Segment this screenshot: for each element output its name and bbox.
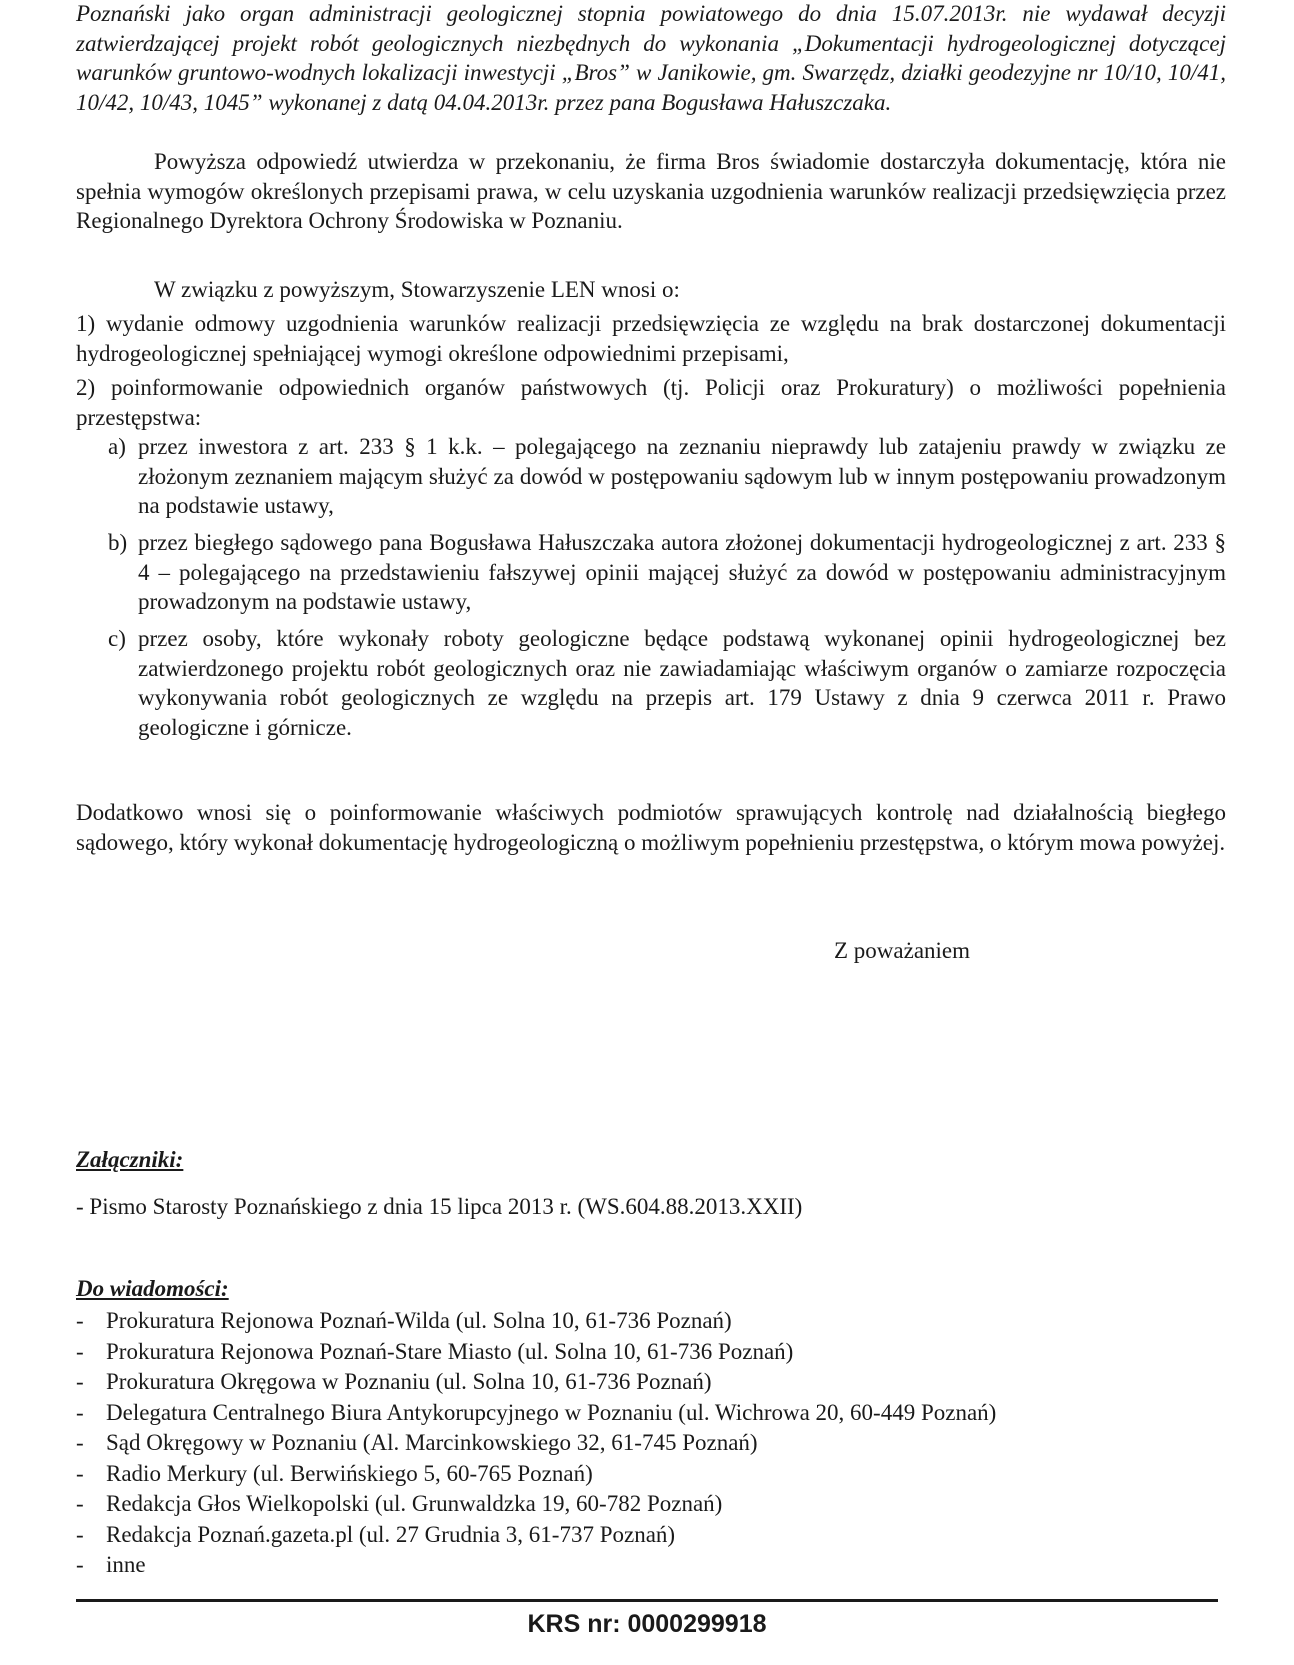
list-dash: -: [76, 1308, 84, 1333]
cc-recipient: inne: [106, 1552, 146, 1577]
cc-recipient: Prokuratura Okręgowa w Poznaniu (ul. Solna 10, 61-736 Poznań): [106, 1369, 712, 1394]
conviction-paragraph: Powyższa odpowiedź utwierdza w przekonaniu, że firma Bros świadomie dostarczyła dokumentację, która nie spełnia wymogów określonych przepisami prawa, w celu uzyskania uzgodnienia warunków realizacji przedsięwzięcia przez Regionalnego Dyrektora Ochrony Środowiska w Poznaniu.: [76, 149, 1226, 233]
list-item: [76, 1337, 1226, 1368]
list-dash: -: [76, 1491, 84, 1516]
request-item-1: 1) wydanie odmowy uzgodnienia warunków realizacji przedsięwzięcia ze względu na brak dostarczonej dokumentacji hydrogeologicznej spełniającej wymogi określone odpowiednimi przepisami,: [76, 311, 1226, 366]
list-item: [76, 1520, 1226, 1551]
cc-list: [76, 1306, 1226, 1581]
cc-recipient: Delegatura Centralnego Biura Antykorupcyjnego w Poznaniu (ul. Wichrowa 20, 60-449 Poznań): [106, 1399, 997, 1425]
list-item: [76, 1489, 1226, 1520]
list-item: [76, 1367, 1226, 1398]
closing-salutation: Z poważaniem: [834, 938, 971, 963]
list-item: [76, 1398, 1226, 1429]
sub-item-text: przez osoby, które wykonały roboty geologiczne będące podstawą wykonanej opinii hydrogeologicznej bez zatwierdzonego projektu robót geologicznych oraz nie zawiadamiając właściwym organów o zamiarze rozpoczęcia wykonywania robót geologicznych ze względu na przepis art. 179 Ustawy z dnia 9 czerwca 2011 r. Prawo geologiczne i górnicze.: [138, 626, 1226, 740]
footer-krs-number: KRS nr: 0000299918: [527, 1610, 767, 1638]
request-intro-paragraph: W związku z powyższym, Stowarzyszenie LEN wnosi o:: [154, 277, 680, 302]
cc-recipient: Prokuratura Rejonowa Poznań-Stare Miasto (ul. Solna 10, 61-736 Poznań): [106, 1338, 794, 1364]
cc-heading: Do wiadomości:: [76, 1276, 229, 1301]
intro-paragraph: Poznański jako organ administracji geologicznej stopnia powiatowego do dnia 15.07.2013r. nie wydawał decyzji zatwierdzającej projekt robót geologicznych niezbędnych do wykonania „Dokumentacji hydrogeologicznej dotyczącej warunków gruntowo-wodnych lokalizacji inwestycji „Bros” w Janikowie, gm. Swarzędz, działki geodezyjne nr 10/10, 10/41, 10/42, 10/43, 1045” wykonanej z datą 04.04.2013r. przez pana Bogusława Hałuszczaka.: [76, 1, 1226, 115]
attachment-item: - Pismo Starosty Poznańskiego z dnia 15 lipca 2013 r. (WS.604.88.2013.XXII): [76, 1194, 803, 1219]
list-item: [76, 1550, 1226, 1581]
sub-item-text: przez biegłego sądowego pana Bogusława Hałuszczaka autora złożonej dokumentacji hydrogeologicznej z art. 233 § 4 – polegającego na przedstawieniu fałszywej opinii mającej służyć za dowód w postępowaniu administracyjnym prowadzonym na podstawie ustawy,: [138, 530, 1226, 614]
list-dash: -: [76, 1338, 84, 1364]
list-dash: -: [76, 1552, 84, 1577]
list-dash: -: [76, 1399, 84, 1425]
list-item: [76, 1459, 1226, 1490]
request-item-2: 2) poinformowanie odpowiednich organów państwowych (tj. Policji oraz Prokuratury) o możliwości popełnienia przestępstwa:: [76, 375, 1226, 430]
sub-item-c: [108, 624, 1226, 742]
list-dash: -: [76, 1460, 84, 1486]
list-dash: -: [76, 1369, 84, 1394]
sub-item-marker: b): [108, 530, 128, 555]
list-dash: -: [76, 1521, 84, 1547]
cc-recipient: Redakcja Poznań.gazeta.pl (ul. 27 Grudnia 3, 61-737 Poznań): [106, 1521, 676, 1547]
sub-item-marker: c): [108, 626, 126, 651]
cc-recipient: Radio Merkury (ul. Berwińskiego 5, 60-765 Poznań): [106, 1460, 593, 1486]
list-item: [76, 1428, 1226, 1459]
sub-item-marker: a): [108, 434, 126, 459]
list-item: [76, 1306, 1226, 1337]
additional-paragraph: Dodatkowo wnosi się o poinformowanie właściwych podmiotów sprawujących kontrolę nad działalnością biegłego sądowego, który wykonał dokumentację hydrogeologiczną o możliwym popełnieniu przestępstwa, o którym mowa powyżej.: [76, 800, 1226, 855]
attachments-heading: Załączniki:: [76, 1147, 184, 1172]
cc-recipient: Sąd Okręgowy w Poznaniu (Al. Marcinkowskiego 32, 61-745 Poznań): [106, 1430, 758, 1455]
cc-recipient: Redakcja Głos Wielkopolski (ul. Grunwaldzka 19, 60-782 Poznań): [106, 1491, 723, 1516]
footer-divider: [76, 1599, 1218, 1602]
sub-item-b: [108, 528, 1226, 617]
sub-item-text: przez inwestora z art. 233 § 1 k.k. – polegającego na zeznaniu nieprawdy lub zatajeniu prawdy w związku ze złożonym zeznaniem mającym służyć za dowód w postępowaniu sądowym lub w innym postępowaniu prowadzonym na podstawie ustawy,: [138, 434, 1226, 518]
sub-item-a: [108, 432, 1226, 521]
list-dash: -: [76, 1430, 84, 1455]
cc-recipient: Prokuratura Rejonowa Poznań-Wilda (ul. Solna 10, 61-736 Poznań): [106, 1308, 732, 1333]
